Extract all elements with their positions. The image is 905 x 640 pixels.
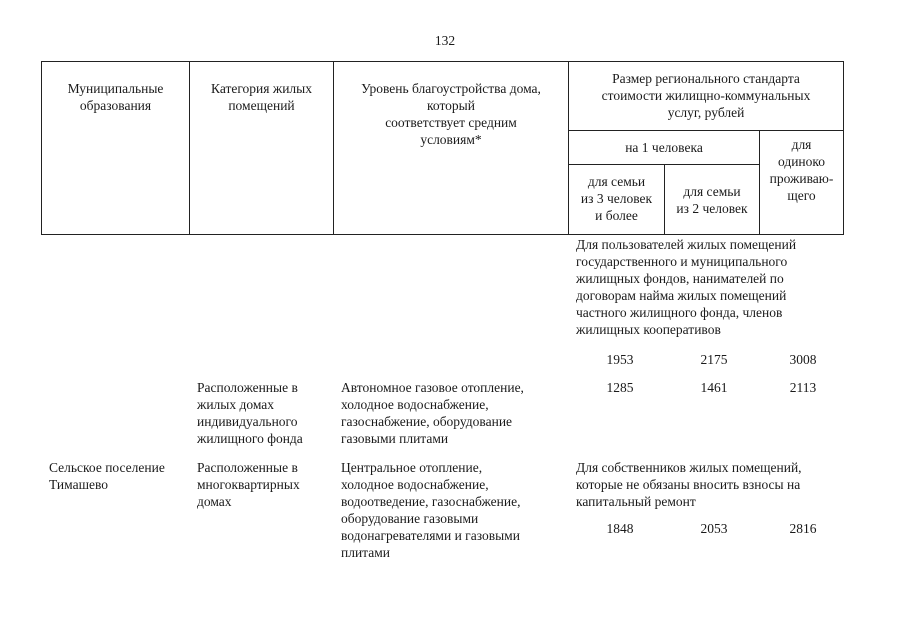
note-users: Для пользователей жилых помещений государственного и муниципального жилищных фондов, нанимателей по договорам найма жилых помещений частного жилищного фонда, членов жилищных кооперативов	[576, 237, 797, 337]
page-number: 132	[434, 33, 456, 48]
row2-category: Расположенные в жилых домах индивидуального жилищного фонда	[197, 380, 303, 446]
row2-value-single: 2113	[789, 380, 817, 395]
header-family3: для семьи из 3 человек и более	[580, 174, 653, 223]
row3-value-single: 2816	[789, 521, 817, 536]
row3-category: Расположенные в многоквартирных домах	[197, 460, 300, 509]
row3-value-family3: 1848	[606, 521, 634, 536]
header-municipal: Муниципальные образования	[67, 81, 164, 113]
row2-value-family3: 1285	[606, 380, 634, 395]
row3-value-family2: 2053	[700, 521, 728, 536]
header-level: Уровень благоустройства дома, который соответствует средним условиям*	[361, 81, 541, 147]
header-category: Категория жилых помещений	[211, 81, 312, 113]
header-family2: для семьи из 2 человек	[676, 184, 748, 216]
header-single: для одиноко проживаю- щего	[769, 137, 834, 203]
row3-level: Центральное отопление, холодное водоснабжение, водоотведение, газоснабжение, оборудование газовыми водонагревателями и газовыми плитами	[341, 460, 521, 560]
header-per-person: на 1 человека	[625, 140, 703, 155]
row2-value-family2: 1461	[700, 380, 728, 395]
row3-municipal: Сельское поселение Тимашево	[49, 460, 165, 492]
row1-value-family2: 2175	[700, 352, 728, 367]
header-size: Размер регионального стандарта стоимости жилищно-коммунальных услуг, рублей	[601, 71, 811, 120]
row2-level: Автономное газовое отопление, холодное водоснабжение, газоснабжение, оборудование газовыми плитами	[341, 380, 524, 446]
note-owners: Для собственников жилых помещений, которые не обязаны вносить взносы на капитальный ремонт	[576, 460, 802, 509]
row1-value-family3: 1953	[606, 352, 634, 367]
row1-value-single: 3008	[789, 352, 817, 367]
